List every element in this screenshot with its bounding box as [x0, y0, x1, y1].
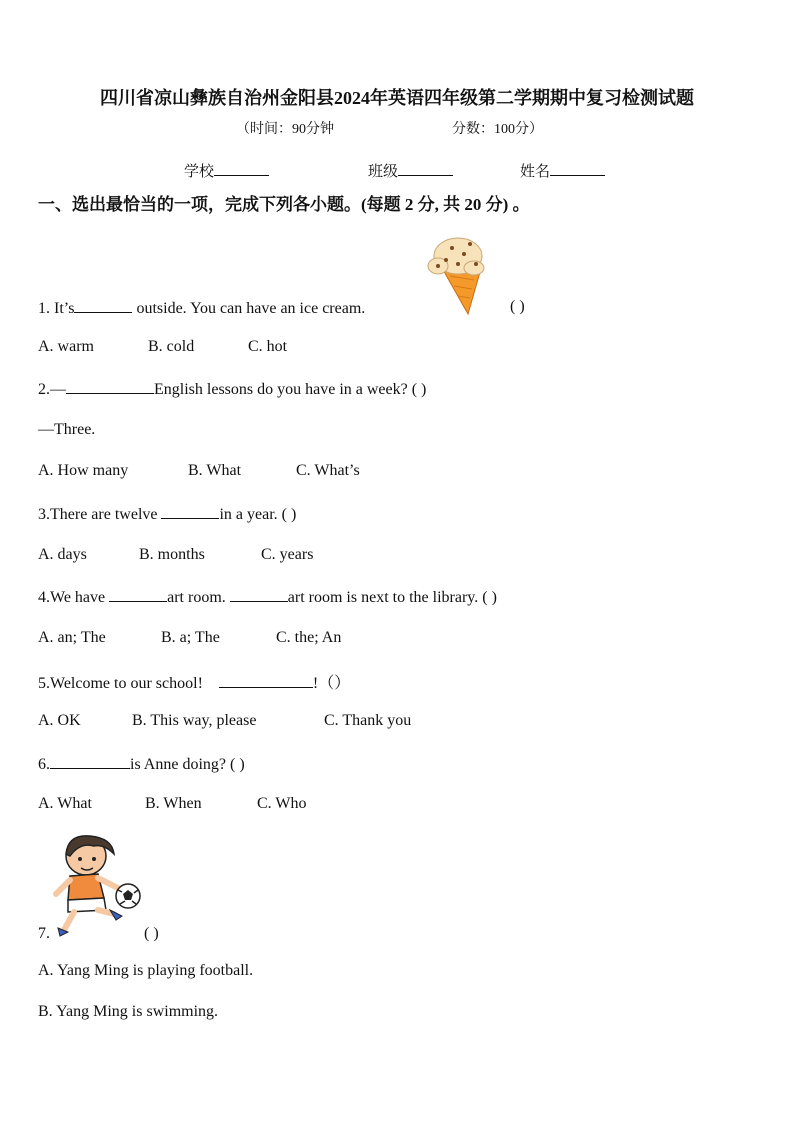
q7-answer-paren[interactable]: ( ) [144, 925, 159, 942]
q4-text-end: art room is next to the library. ( ) [287, 589, 497, 606]
q6-blank[interactable] [50, 754, 130, 769]
question-2 [38, 379, 426, 399]
q1-blank[interactable] [74, 298, 132, 313]
q4-option-a[interactable]: A. an; The [38, 629, 106, 646]
question-6 [38, 754, 245, 774]
name-blank[interactable] [550, 161, 605, 176]
q2-option-c[interactable]: C. What’s [296, 462, 360, 479]
q6-options [38, 795, 306, 813]
q3-text-start: 3.There are twelve [38, 506, 158, 523]
question-1 [38, 298, 365, 318]
q1-options [38, 338, 287, 356]
q7-option-b[interactable]: B. Yang Ming is swimming. [38, 1003, 219, 1020]
q5-text-end: !（） [312, 675, 351, 692]
exam-score: 分数：100分） [452, 122, 543, 137]
q4-text-start: 4.We have [38, 589, 106, 606]
school-blank[interactable] [214, 161, 269, 176]
q5-text-start: 5.Welcome to our school! [38, 675, 203, 692]
question-7 [38, 925, 50, 943]
q4-blank-1[interactable] [109, 587, 167, 602]
q3-option-c[interactable]: C. years [261, 546, 314, 563]
q6-option-c[interactable]: C. Who [257, 795, 307, 812]
q4-text-mid: art room. [167, 589, 226, 606]
q3-blank[interactable] [161, 504, 219, 519]
q6-option-b[interactable]: B. When [145, 795, 202, 812]
name-field [520, 160, 605, 181]
q1-option-b[interactable]: B. cold [148, 338, 195, 355]
page-title: 四川省凉山彝族自治州金阳县2024年英语四年级第二学期期中复习检测试题 [100, 88, 694, 108]
q2-option-a[interactable]: A. How many [38, 462, 129, 479]
school-label: 学校 [184, 164, 215, 180]
boy-kicking-football-icon [46, 830, 146, 940]
q7-option-a[interactable]: A. Yang Ming is playing football. [38, 962, 254, 979]
q7-text-start: 7. [38, 925, 50, 942]
name-label: 姓名 [520, 164, 551, 180]
q5-option-b[interactable]: B. This way, please [132, 712, 257, 729]
q5-options [38, 712, 411, 730]
q2-option-b[interactable]: B. What [188, 462, 242, 479]
class-blank[interactable] [398, 161, 453, 176]
q6-option-a[interactable]: A. What [38, 795, 92, 812]
q5-blank[interactable] [219, 673, 313, 688]
q2-reply: —Three. [38, 421, 96, 438]
q5-option-c[interactable]: C. Thank you [324, 712, 412, 729]
q3-option-a[interactable]: A. days [38, 546, 87, 563]
q1-text-start: 1. It’s [38, 300, 75, 317]
q4-option-b[interactable]: B. a; The [161, 629, 220, 646]
q3-text-end: in a year. ( ) [219, 506, 297, 523]
q2-text-end: English lessons do you have in a week? ( ) [154, 381, 427, 398]
q2-text-start: 2.— [38, 381, 66, 398]
question-3 [38, 504, 296, 524]
q4-blank-2[interactable] [230, 587, 288, 602]
q1-option-c[interactable]: C. hot [248, 338, 288, 355]
ice-cream-icon [424, 228, 494, 316]
q3-option-b[interactable]: B. months [139, 546, 205, 563]
class-field [368, 160, 453, 181]
q2-blank[interactable] [66, 379, 154, 394]
question-5 [38, 670, 350, 693]
exam-time: （时间：90分钟 [236, 122, 334, 137]
q1-text-end: outside. You can have an ice cream. [136, 300, 366, 317]
q6-text-end: is Anne doing? ( ) [130, 756, 245, 773]
q2-options [38, 462, 360, 480]
class-label: 班级 [368, 164, 399, 180]
q3-options [38, 546, 313, 564]
q1-answer-paren[interactable]: ( ) [510, 298, 525, 315]
q1-option-a[interactable]: A. warm [38, 338, 94, 355]
q4-option-c[interactable]: C. the; An [276, 629, 342, 646]
school-field [184, 160, 269, 181]
q6-text-start: 6. [38, 756, 50, 773]
section-heading: 一、选出最恰当的一项，完成下列各小题。(每题 2 分, 共 20 分) 。 [38, 195, 530, 214]
question-4 [38, 587, 497, 607]
q5-option-a[interactable]: A. OK [38, 712, 81, 729]
q4-options [38, 629, 341, 647]
